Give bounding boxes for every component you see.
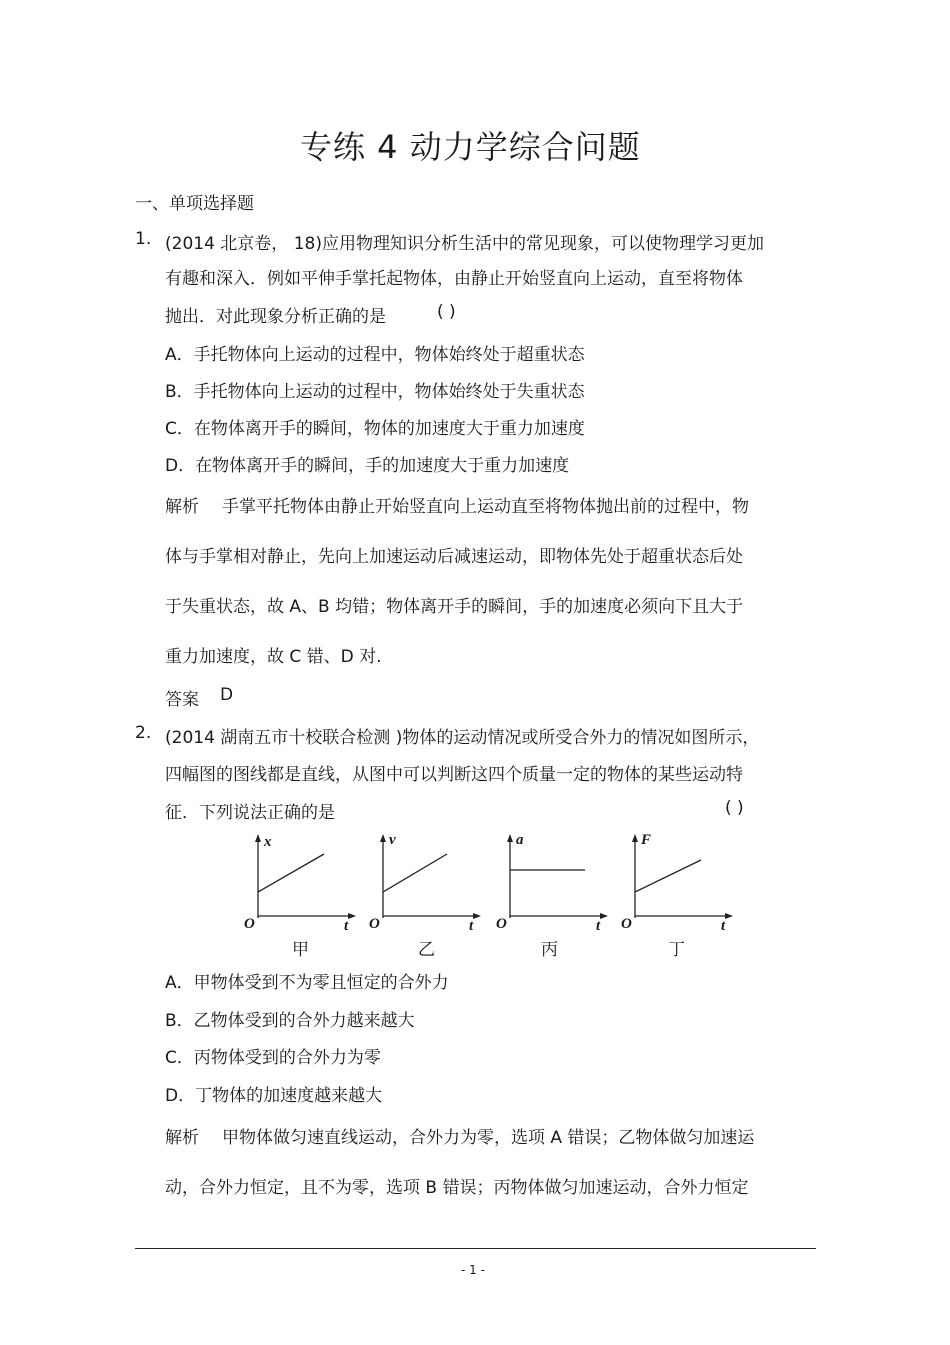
section-heading: 一、单项选择题 (135, 194, 254, 214)
page-title: 专练 4 动力学综合问题 (300, 128, 641, 166)
graph-jia-caption: 甲 (292, 940, 309, 960)
q2-option-c: C．丙物体受到的合外力为零 (165, 1048, 381, 1068)
q2-stem-line-1: (2014 湖南五市十校联合检测 )物体的运动情况或所受合外力的情况如图所示， (165, 728, 760, 748)
graph-yi-origin: O (369, 916, 380, 930)
q2-option-a: A．甲物体受到不为零且恒定的合外力 (165, 973, 449, 993)
graph-ding-line (635, 860, 701, 892)
graph-ding-xlabel: t (721, 918, 726, 930)
q1-option-b: B．手托物体向上运动的过程中，物体始终处于失重状态 (165, 382, 585, 402)
q1-answer-label: 答案 (165, 690, 199, 710)
graph-bing (492, 830, 612, 934)
graph-bing-origin: O (496, 916, 507, 930)
page-number: - 1 - (461, 1263, 485, 1277)
q2-analysis-label: 解析 (165, 1128, 199, 1148)
q2-option-d: D．丁物体的加速度越来越大 (165, 1086, 383, 1106)
q2-analysis-line-2: 动，合外力恒定，且不为零，选项 B 错误；丙物体做匀加速运动，合外力恒定 (165, 1178, 749, 1198)
footer-divider (135, 1248, 816, 1249)
graph-ding-caption: 丁 (668, 940, 685, 960)
q1-analysis-line-4: 重力加速度，故 C 错、D 对. (165, 647, 382, 667)
graph-ding (617, 830, 737, 934)
graph-yi-xlabel: t (469, 918, 474, 930)
q1-option-d: D．在物体离开手的瞬间，手的加速度大于重力加速度 (165, 456, 570, 476)
graph-bing-caption: 丙 (541, 940, 558, 960)
graph-ding-origin: O (621, 916, 632, 930)
q1-stem-line-3: 抛出．对此现象分析正确的是 (165, 307, 386, 327)
graph-yi (365, 830, 485, 934)
q2-number: 2. (135, 723, 152, 743)
graph-yi-line (383, 854, 447, 892)
graph-jia (240, 830, 360, 934)
graph-bing-xlabel: t (596, 918, 601, 930)
q1-stem-line-1: (2014 北京卷， 18)应用物理知识分析生活中的常见现象，可以使物理学习更加 (165, 234, 764, 254)
graph-jia-origin: O (244, 916, 255, 930)
graph-jia-line (258, 854, 324, 892)
q1-answer-bracket: ( ) (437, 302, 456, 322)
graph-jia-ylabel: x (264, 834, 272, 850)
graph-yi-ylabel: v (389, 832, 396, 848)
q2-analysis-line-1: 甲物体做匀速直线运动，合外力为零，选项 A 错误；乙物体做匀加速运 (222, 1128, 755, 1148)
q2-option-b: B．乙物体受到的合外力越来越大 (165, 1011, 415, 1031)
q1-option-a: A．手托物体向上运动的过程中，物体始终处于超重状态 (165, 345, 585, 365)
graph-yi-caption: 乙 (418, 940, 435, 960)
q1-answer-value: D (220, 685, 234, 705)
q2-stem-line-3: 征．下列说法正确的是 (165, 803, 335, 823)
graph-bing-ylabel: a (516, 832, 524, 848)
q1-analysis-line-3: 于失重状态，故 A、B 均错；物体离开手的瞬间，手的加速度必须向下且大于 (165, 597, 744, 617)
q1-analysis-label: 解析 (165, 497, 199, 517)
q1-analysis-line-1: 手掌平托物体由静止开始竖直向上运动直至将物体抛出前的过程中，物 (222, 497, 749, 517)
q2-answer-bracket: ( ) (725, 798, 744, 818)
q2-stem-line-2: 四幅图的图线都是直线，从图中可以判断这四个质量一定的物体的某些运动特 (165, 765, 743, 785)
q1-analysis-line-2: 体与手掌相对静止，先向上加速运动后减速运动，即物体先处于超重状态后处 (165, 547, 743, 567)
graph-jia-xlabel: t (344, 918, 349, 930)
graph-ding-ylabel: F (641, 832, 652, 848)
q1-stem-line-2: 有趣和深入．例如平伸手掌托起物体，由静止开始竖直向上运动，直至将物体 (165, 269, 743, 289)
q1-number: 1. (135, 229, 152, 249)
q1-option-c: C．在物体离开手的瞬间，物体的加速度大于重力加速度 (165, 419, 585, 439)
